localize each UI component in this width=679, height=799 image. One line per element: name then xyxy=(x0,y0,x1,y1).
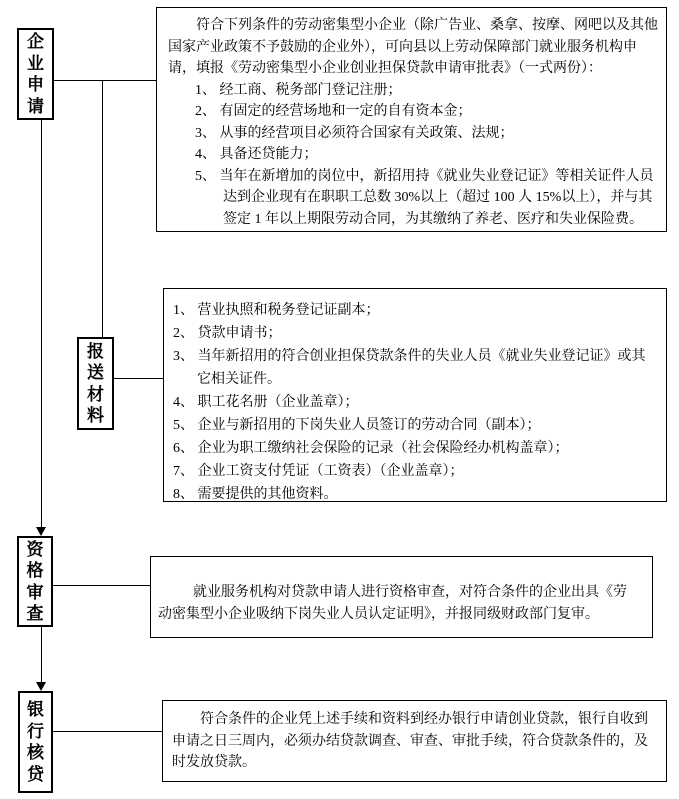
conditions-item: 1、 经工商、税务部门登记注册； xyxy=(195,82,402,98)
stage-label-enterprise-application: 企业申请 xyxy=(27,32,44,116)
connector-application-to-review xyxy=(41,120,42,528)
materials-item: 2、 贷款申请书； xyxy=(173,326,282,341)
conditions-list xyxy=(195,80,660,231)
content-box-materials-list xyxy=(163,288,667,502)
materials-item: 5、 企业与新招用的下岗失业人员签订的劳动合同（副本）； xyxy=(173,418,541,433)
review-paragraph: 就业服务机构对贷款申请人进行资格审查，对符合条件的企业出具《劳动密集型小企业吸纳下岗失业人员认定证明》，并报同级财政部门复审。 xyxy=(158,585,627,622)
conditions-item: 4、 具备还贷能力； xyxy=(195,147,318,162)
connector-review-to-description xyxy=(53,585,150,586)
materials-item: 4、 职工花名册（企业盖章）； xyxy=(173,395,359,410)
arrow-down-icon xyxy=(36,682,46,691)
connector-application-to-conditions xyxy=(54,80,156,81)
materials-list xyxy=(164,289,666,502)
materials-item: 1、 营业执照和税务登记证副本； xyxy=(173,303,380,318)
stage-label-qualification-review: 资格审查 xyxy=(26,539,44,623)
conditions-item: 3、 从事的经营项目必须符合国家有关政策、法规； xyxy=(195,125,514,141)
content-box-bank-description xyxy=(162,700,667,782)
connector-review-to-bank xyxy=(41,627,42,683)
materials-item: 8、 需要提供的其他资料。 xyxy=(173,487,338,502)
content-box-application-conditions xyxy=(156,7,667,232)
connector-branch-to-materials xyxy=(102,80,103,337)
connector-materials-to-list xyxy=(114,378,163,379)
conditions-item: 5、 当年在新增加的岗位中，新招用持《就业失业登记证》等相关证件人员达到企业现有在职职工总数 30%以上（超过 100 人 15%以上），并与其签定 1 年以上期限劳动合同，为其缴纳了养老、医疗和失业保险费。 xyxy=(195,168,654,227)
arrow-down-icon xyxy=(36,527,46,536)
bank-paragraph: 符合条件的企业凭上述手续和资料到经办银行申请创业贷款，银行自收到申请之日三周内，必须办结贷款调查、审查、审批手续，符合贷款条件的，及时发放贷款。 xyxy=(172,712,648,770)
content-box-review-description xyxy=(150,556,653,638)
stage-box-enterprise-application xyxy=(17,28,54,120)
conditions-item: 2、 有固定的经营场地和一定的自有资本金； xyxy=(195,104,472,119)
stage-box-submit-materials xyxy=(77,337,114,430)
conditions-intro-paragraph: 符合下列条件的劳动密集型小企业（除广告业、桑拿、按摩、网吧以及其他国家产业政策不予鼓励的企业外），可向县以上劳动保障部门就业服务机构申请，填报《劳动密集型小企业创业担保贷款申请审批表》（一式两份）： xyxy=(168,18,658,76)
stage-box-bank-loan-approval xyxy=(18,691,53,793)
connector-bank-to-description xyxy=(53,731,162,732)
stage-box-qualification-review xyxy=(17,536,53,627)
materials-item: 6、 企业为职工缴纳社会保险的记录（社会保险经办机构盖章）； xyxy=(173,441,569,456)
materials-item: 3、 当年新招用的符合创业担保贷款条件的失业人员《就业失业登记证》或其它相关证件。 xyxy=(173,349,646,387)
materials-item: 7、 企业工资支付凭证（工资表）（企业盖章）； xyxy=(173,464,464,479)
stage-label-submit-materials: 报送材料 xyxy=(87,341,104,425)
stage-label-bank-loan-approval: 银行核贷 xyxy=(27,700,44,784)
